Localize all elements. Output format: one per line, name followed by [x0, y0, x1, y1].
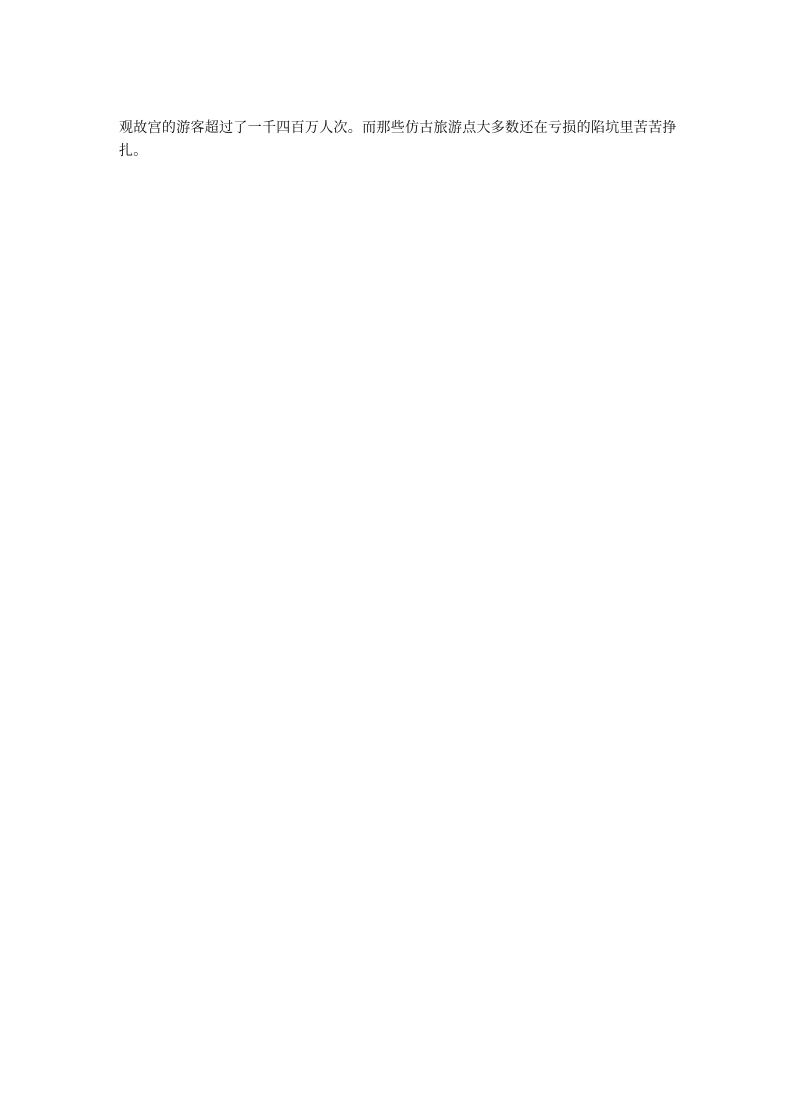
text-line: 扎。: [119, 143, 148, 159]
text-line: 观故宫的游客超过了一千四百万人次。而那些仿古旅游点大多数还在亏损的陷坑里苦苦挣: [119, 120, 677, 136]
